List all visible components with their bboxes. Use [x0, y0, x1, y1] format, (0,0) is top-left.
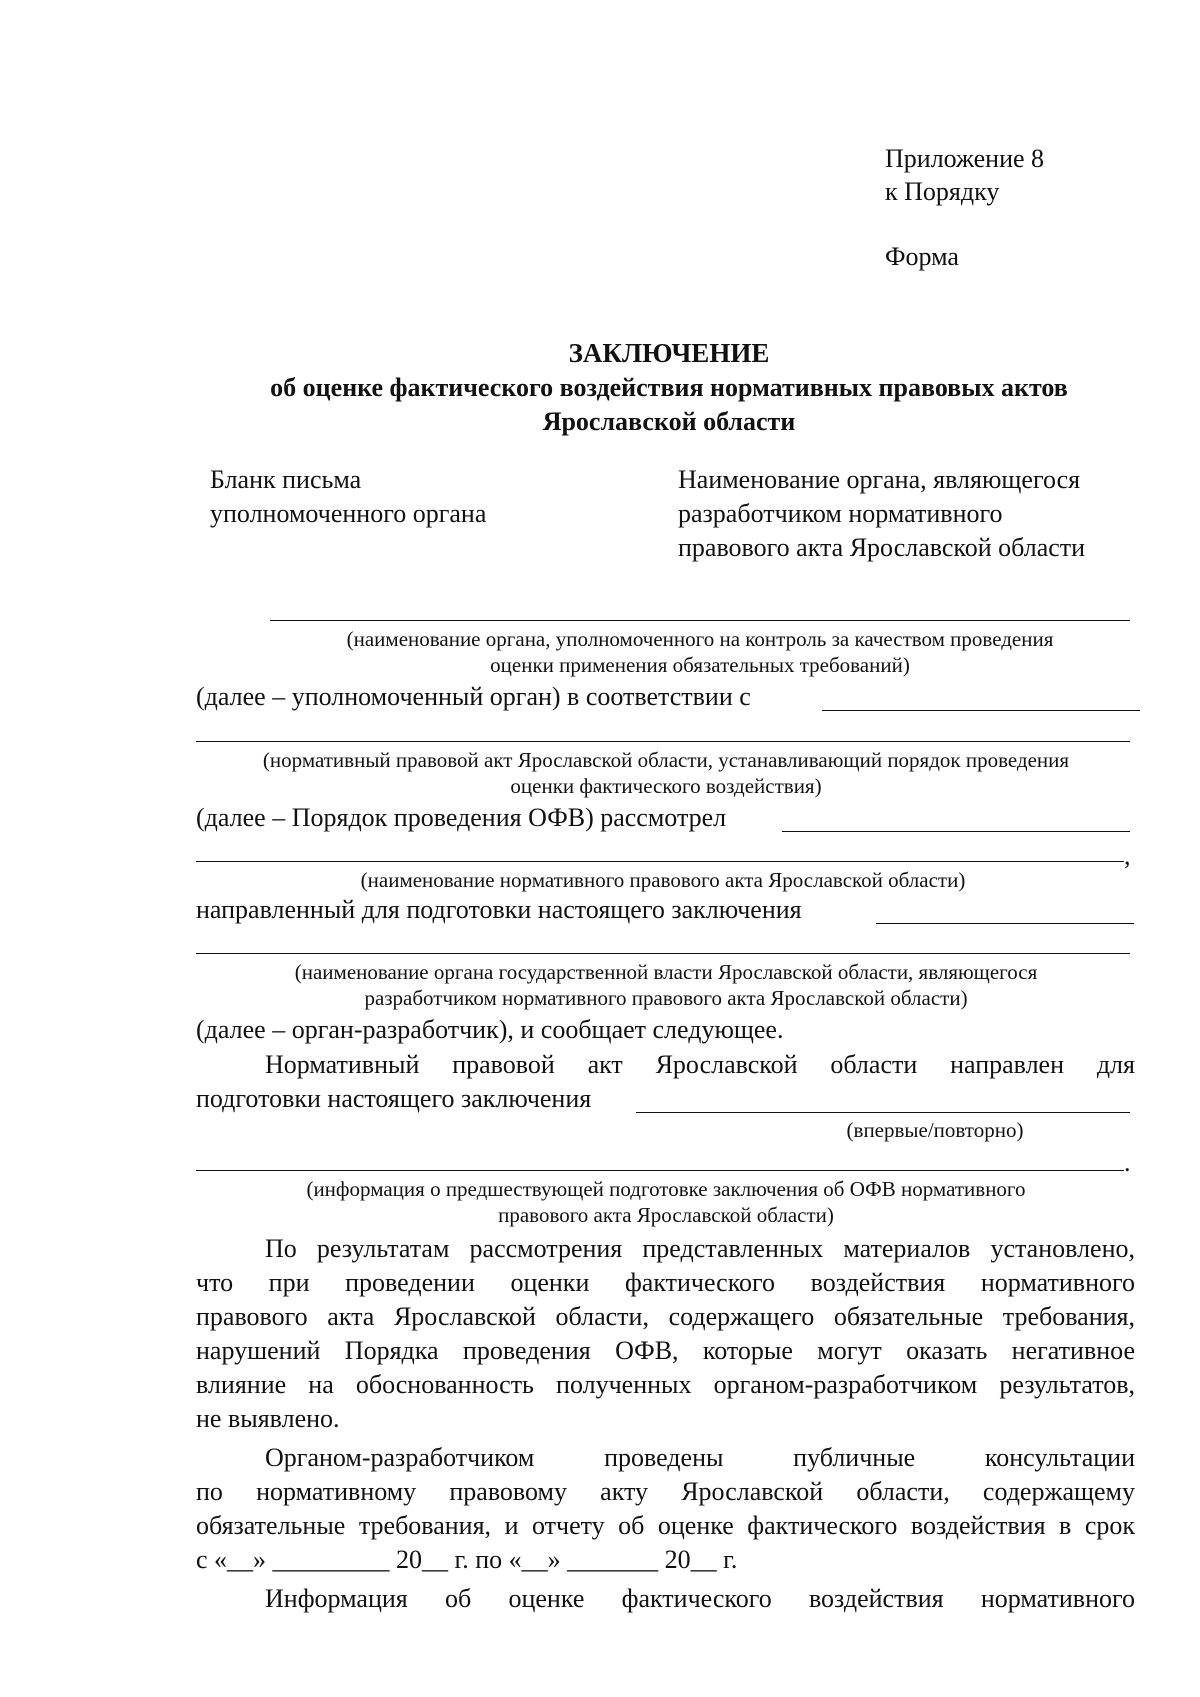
to-order-label: к Порядку [885, 177, 1000, 206]
document-subtitle-line2: Ярославской области [542, 407, 796, 436]
paragraph-2-line6: не выявлено. [196, 1404, 340, 1433]
paragraph-2-line4: нарушений Порядка проведения ОФВ, которые могут оказать негативное [196, 1336, 1135, 1365]
caption-developer-line2: разработчиком нормативного правового акта Ярославской области) [364, 986, 968, 1010]
previous-info-blank [196, 1170, 1124, 1171]
appendix-label: Приложение 8 [885, 144, 1045, 173]
caption-previous-info-line1: (информация о предшествующей подготовке заключения об ОФВ нормативного [306, 1177, 1026, 1201]
recipient-line3: правового акта Ярославской области [678, 533, 1086, 562]
paragraph-3-line1: Органом-разработчиком проведены публичные консультации [265, 1443, 1135, 1472]
paragraph-2-line2: что при проведении оценки фактического воздействия нормативного [196, 1268, 1135, 1297]
reviewed-blank [782, 831, 1130, 832]
caption-developer-line1: (наименование органа государственной власти Ярославской области, являющегося [294, 960, 1038, 984]
letterhead-label-line1: Бланк письма [210, 465, 362, 494]
recipient-line1: Наименование органа, являющегося [678, 465, 1081, 494]
legal-act-blank [196, 741, 1130, 742]
caption-first-repeat: (впервые/повторно) [846, 1118, 1024, 1142]
paragraph-1-line2: подготовки настоящего заключения [196, 1084, 592, 1113]
paragraph-2-line5: влияние на обоснованность полученных органом-разработчиком результатов, [196, 1370, 1135, 1399]
accordance-blank [822, 710, 1140, 711]
period-mark: . [1124, 1148, 1131, 1177]
paragraph-1-line1: Нормативный правовой акт Ярославской области направлен для [265, 1050, 1135, 1079]
recipient-line2: разработчиком нормативного [678, 499, 1003, 528]
paragraph-2-line3: правового акта Ярославской области, содержащего обязательные требования, [196, 1302, 1135, 1331]
document-subtitle-line1: об оценке фактического воздействия нормативных правовых актов [270, 373, 1068, 402]
body-line-developer: (далее – орган-разработчик), и сообщает следующее. [196, 1015, 784, 1044]
document-title: ЗАКЛЮЧЕНИЕ [568, 338, 770, 368]
caption-previous-info-line2: правового акта Ярославской области) [498, 1203, 834, 1227]
form-label: Форма [885, 242, 959, 271]
directed-blank [876, 923, 1134, 924]
paragraph-3-line4: с «__» _________ 20__ г. по «__» _______ 20__ г. [196, 1545, 738, 1574]
act-name-blank [196, 861, 1124, 862]
developer-body-blank [196, 953, 1130, 954]
caption-authorized-body-line2: оценки применения обязательных требований) [490, 653, 910, 677]
authorized-body-blank [270, 620, 1130, 621]
comma-mark: , [1124, 841, 1131, 870]
first-repeat-blank [636, 1112, 1130, 1113]
caption-legal-act-line1: (нормативный правовой акт Ярославской области, устанавливающий порядок проведения [262, 748, 1070, 772]
paragraph-4-line1: Информация об оценке фактического воздействия нормативного [265, 1584, 1135, 1613]
paragraph-3-line2: по нормативному правовому акту Ярославской области, содержащему [196, 1477, 1135, 1506]
body-line-authorized-body: (далее – уполномоченный орган) в соответствии с [196, 682, 751, 711]
body-line-directed: направленный для подготовки настоящего заключения [196, 895, 802, 924]
letterhead-label-line2: уполномоченного органа [210, 499, 487, 528]
caption-legal-act-line2: оценки фактического воздействия) [510, 774, 822, 798]
paragraph-3-line3: обязательные требования, и отчету об оценке фактического воздействия в срок [196, 1511, 1135, 1540]
body-line-procedure: (далее – Порядок проведения ОФВ) рассмотрел [196, 803, 727, 832]
paragraph-2-line1: По результатам рассмотрения представленных материалов установлено, [265, 1234, 1135, 1263]
caption-authorized-body-line1: (наименование органа, уполномоченного на контроль за качеством проведения [346, 627, 1054, 651]
caption-act-name: (наименование нормативного правового акта Ярославской области) [360, 868, 966, 892]
